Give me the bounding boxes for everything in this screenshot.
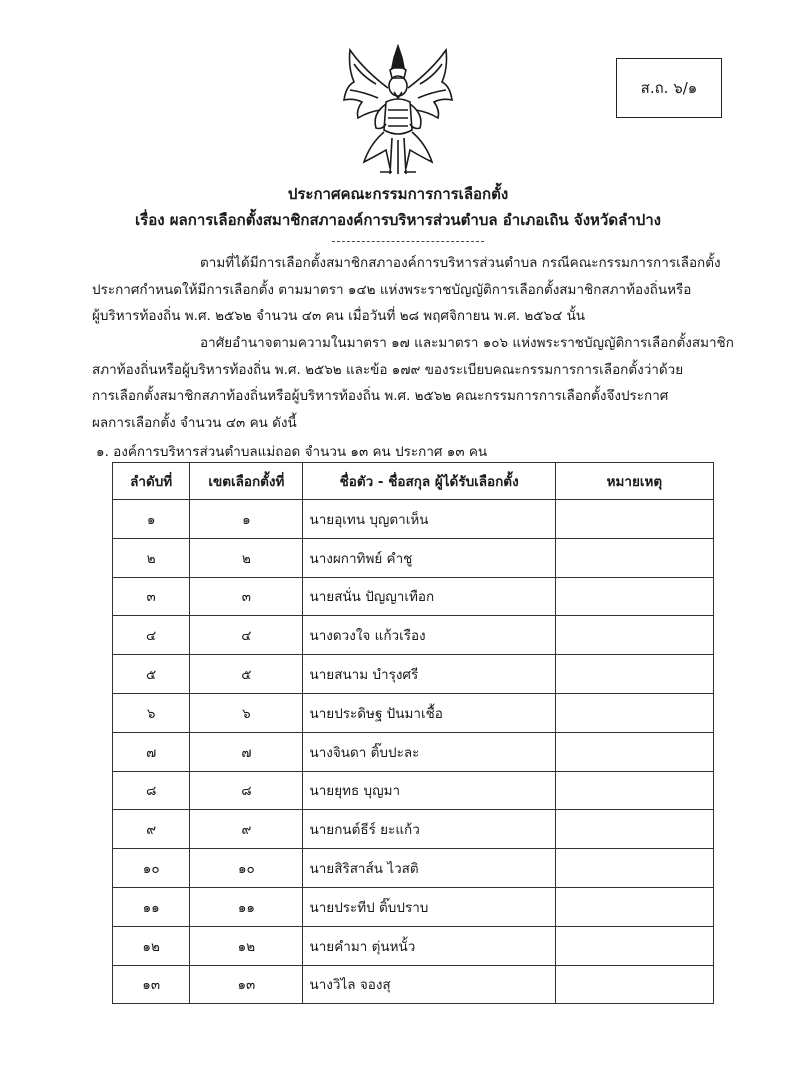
paragraph-2-line: สภาท้องถิ่นหรือผู้บริหารท้องถิ่น พ.ศ. ๒๕๖๒ และข้อ ๑๗๙ ของระเบียบคณะกรรมการการเลือกตั้งว่าด้วย [92, 361, 684, 378]
cell-remark [555, 538, 713, 577]
table-row [113, 577, 714, 616]
header-name: ชื่อตัว - ชื่อสกุล ผู้ได้รับเลือกตั้ง [303, 463, 555, 500]
cell-name: นางวิไล จองสุ [303, 965, 555, 1004]
table-row [113, 655, 714, 694]
announcement-subject: เรื่อง ผลการเลือกตั้งสมาชิกสภาองค์การบริหารส่วนตำบล อำเภอเถิน จังหวัดลำปาง [135, 211, 661, 229]
table-row [113, 965, 714, 1004]
cell-name: นายสนั่น ปัญญาเทือก [303, 577, 555, 616]
cell-order: ๑๐ [113, 849, 190, 888]
cell-name: นายคำมา ตุ่นหนั้ว [303, 926, 555, 965]
cell-name: นายประทีป ติ๊บปราบ [303, 887, 555, 926]
cell-order: ๕ [113, 655, 190, 694]
table-caption: ๑. องค์การบริหารส่วนตำบลแม่ถอด จำนวน ๑๓ คน ประกาศ ๑๓ คน [96, 444, 488, 460]
cell-district: ๒ [190, 538, 303, 577]
cell-order: ๒ [113, 538, 190, 577]
cell-order: ๑๓ [113, 965, 190, 1004]
cell-order: ๗ [113, 732, 190, 771]
paragraph-2-line: ผลการเลือกตั้ง จำนวน ๔๓ คน ดังนี้ [92, 414, 297, 431]
cell-name: นายยุทธ บุญมา [303, 771, 555, 810]
cell-remark [555, 616, 713, 655]
cell-district: ๗ [190, 732, 303, 771]
table-row [113, 616, 714, 655]
cell-district: ๔ [190, 616, 303, 655]
paragraph-2 [92, 330, 734, 436]
cell-name: นางผกาทิพย์ คำชู [303, 538, 555, 577]
cell-remark [555, 693, 713, 732]
cell-name: นายสิริสาส์น ไวสติ [303, 849, 555, 888]
cell-district: ๑๓ [190, 965, 303, 1004]
cell-remark [555, 810, 713, 849]
cell-remark [555, 771, 713, 810]
cell-remark [555, 849, 713, 888]
paragraph-1-line: ประกาศกำหนดให้มีการเลือกตั้ง ตามมาตรา ๑๔๒ แห่งพระราชบัญญัติการเลือกตั้งสมาชิกสภาท้องถิ่นหรือ [92, 281, 692, 298]
table-row [113, 849, 714, 888]
cell-district: ๖ [190, 693, 303, 732]
cell-name: นายประดิษฐ ปันมาเชื้อ [303, 693, 555, 732]
header-order: ลำดับที่ [113, 463, 190, 500]
form-code: ส.ถ. ๖/๑ [640, 79, 698, 97]
cell-order: ๓ [113, 577, 190, 616]
cell-order: ๑๒ [113, 926, 190, 965]
cell-remark [555, 965, 713, 1004]
cell-order: ๔ [113, 616, 190, 655]
cell-name: นายกนต์ธีร์ ยะแก้ว [303, 810, 555, 849]
table-row [113, 693, 714, 732]
cell-name: นายสนาม บำรุงศรี [303, 655, 555, 694]
cell-district: ๘ [190, 771, 303, 810]
paragraph-1-line: ตามที่ได้มีการเลือกตั้งสมาชิกสภาองค์การบริหารส่วนตำบล กรณีคณะกรรมการการเลือกตั้ง [200, 255, 721, 271]
garuda-emblem [340, 44, 456, 176]
title-separator [332, 241, 484, 242]
cell-district: ๑๒ [190, 926, 303, 965]
cell-district: ๑๐ [190, 849, 303, 888]
cell-remark [555, 500, 713, 539]
cell-district: ๕ [190, 655, 303, 694]
cell-district: ๑๑ [190, 887, 303, 926]
table-row [113, 926, 714, 965]
cell-district: ๑ [190, 500, 303, 539]
paragraph-2-line: อาศัยอำนาจตามความในมาตรา ๑๗ และมาตรา ๑๐๖ แห่งพระราชบัญญัติการเลือกตั้งสมาชิก [200, 335, 734, 351]
table-row [113, 500, 714, 539]
cell-remark [555, 732, 713, 771]
cell-name: นายอุเทน บุญตาเห็น [303, 500, 555, 539]
table-row [113, 887, 714, 926]
cell-remark [555, 887, 713, 926]
table-row [113, 771, 714, 810]
cell-district: ๙ [190, 810, 303, 849]
paragraph-2-line: การเลือกตั้งสมาชิกสภาท้องถิ่นหรือผู้บริหารท้องถิ่น พ.ศ. ๒๕๖๒ คณะกรรมการการเลือกตั้งจึงประกาศ [92, 388, 669, 404]
paragraph-1 [92, 250, 722, 330]
cell-remark [555, 655, 713, 694]
announcement-title: ประกาศคณะกรรมการการเลือกตั้ง [287, 185, 509, 203]
table-row [113, 732, 714, 771]
cell-order: ๑ [113, 500, 190, 539]
cell-district: ๓ [190, 577, 303, 616]
table-row [113, 538, 714, 577]
cell-remark [555, 577, 713, 616]
cell-order: ๖ [113, 693, 190, 732]
table-header-row [113, 463, 714, 500]
header-remark: หมายเหตุ [555, 463, 713, 500]
header-district: เขตเลือกตั้งที่ [190, 463, 303, 500]
election-results-table [112, 462, 714, 1004]
table-row [113, 810, 714, 849]
paragraph-1-line: ผู้บริหารท้องถิ่น พ.ศ. ๒๕๖๒ จำนวน ๔๓ คน เมื่อวันที่ ๒๘ พฤศจิกายน พ.ศ. ๒๕๖๔ นั้น [92, 308, 586, 324]
cell-order: ๑๑ [113, 887, 190, 926]
cell-order: ๘ [113, 771, 190, 810]
form-code-box [616, 58, 722, 118]
cell-name: นางดวงใจ แก้วเรือง [303, 616, 555, 655]
cell-remark [555, 926, 713, 965]
cell-order: ๙ [113, 810, 190, 849]
cell-name: นางจินดา ติ๊บปะละ [303, 732, 555, 771]
